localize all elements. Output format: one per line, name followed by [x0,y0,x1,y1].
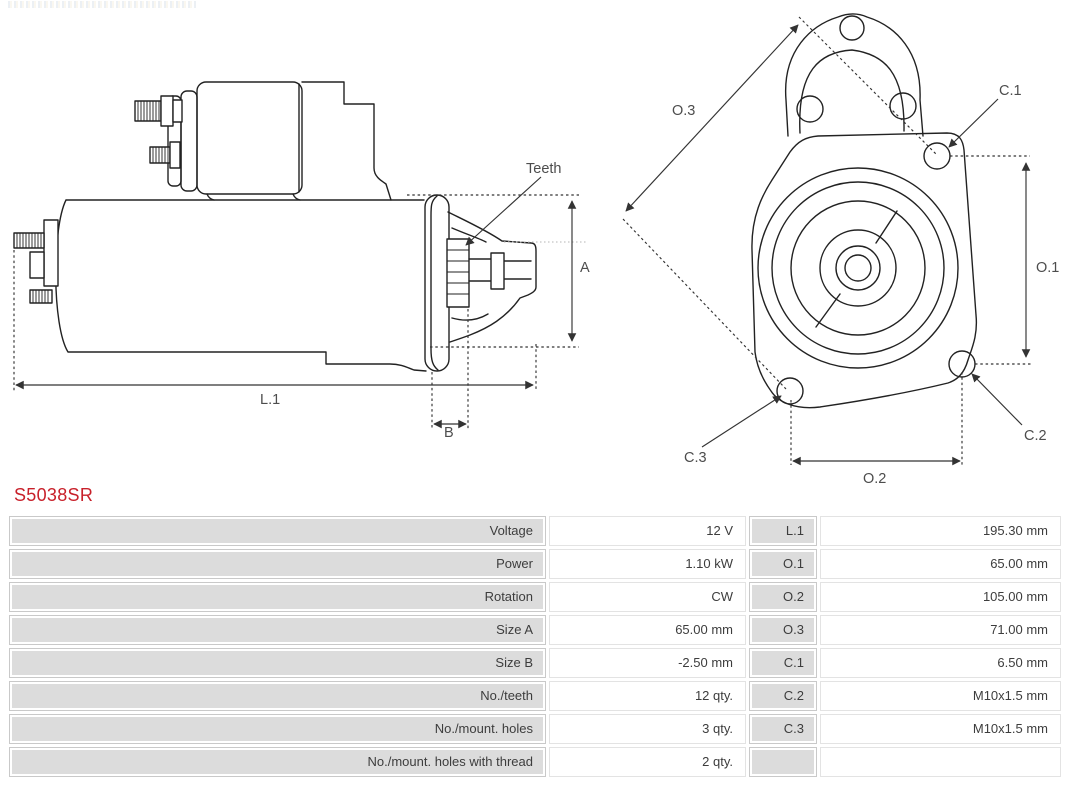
hub-spokes [816,211,897,327]
face-circle-outer [758,168,958,368]
face-circle-mid [772,182,944,354]
hub-circle-mid [836,246,880,290]
terminal-stud-short [30,290,52,303]
spec-value-cell: 12 qty. [549,681,746,711]
solenoid-body [197,82,302,194]
dim-label-o1: O.1 [1036,260,1060,276]
dim-label-b: B [444,425,454,441]
spec-table [9,516,1061,777]
spec-label-cell: Size B [9,648,546,678]
dim-label-c1: C.1 [999,83,1022,99]
side-view-dimensions [14,177,587,429]
pinion-teeth [447,239,469,307]
side-view-drawing [14,82,536,371]
solenoid-cap-ring-inner [181,91,197,191]
spec-code-cell [749,747,817,777]
motor-body [56,200,426,371]
spec-value-cell: CW [549,582,746,612]
spec-code-value-cell: 71.00 mm [820,615,1061,645]
shaft-collar [491,253,504,289]
hub-circle-outer [820,230,896,306]
bracket-top-hole [840,16,864,40]
mounting-flange [752,133,976,408]
terminal-stud-long [14,233,44,248]
spec-code-value-cell: M10x1.5 mm [820,714,1061,744]
spec-code-cell: L.1 [749,516,817,546]
terminal-plate [44,220,58,286]
teeth-leader-line [466,177,541,245]
c3-leader-line [702,396,781,447]
top-bracket [786,14,923,136]
spec-code-value-cell: 195.30 mm [820,516,1061,546]
spec-label-cell: No./teeth [9,681,546,711]
spec-label-cell: Rotation [9,582,546,612]
dim-label-c2: C.2 [1024,428,1047,444]
spec-value-cell: 1.10 kW [549,549,746,579]
spec-code-cell: O.3 [749,615,817,645]
hub-circle-inner [845,255,871,281]
spec-code-value-cell [820,747,1061,777]
spec-label-cell: Power [9,549,546,579]
mount-hole-c3 [777,378,803,404]
spec-value-cell: 3 qty. [549,714,746,744]
solenoid-stud-upper [135,96,182,126]
face-circle-inner [791,201,925,335]
spec-label-cell: No./mount. holes [9,714,546,744]
front-view-drawing [752,14,976,408]
spec-value-cell: -2.50 mm [549,648,746,678]
teeth-label: Teeth [526,161,562,177]
mount-hole-c1 [924,143,950,169]
dim-label-c3: C.3 [684,450,707,466]
bell-ring [425,195,449,371]
spec-code-value-cell: 65.00 mm [820,549,1061,579]
spec-code-value-cell: 105.00 mm [820,582,1061,612]
dim-label-o2: O.2 [863,471,887,487]
spec-code-value-cell: 6.50 mm [820,648,1061,678]
spec-label-cell: No./mount. holes with thread [9,747,546,777]
spec-code-cell: O.2 [749,582,817,612]
spec-code-value-cell: M10x1.5 mm [820,681,1061,711]
spec-code-cell: C.3 [749,714,817,744]
part-number: S5038SR [14,485,94,505]
spec-code-cell: O.1 [749,549,817,579]
spec-value-cell: 65.00 mm [549,615,746,645]
dim-line-o3 [626,25,798,211]
dim-label-a: A [580,260,590,276]
spec-label-cell: Size A [9,615,546,645]
dim-label-o3: O.3 [672,103,696,119]
spec-code-cell: C.2 [749,681,817,711]
spec-code-cell: C.1 [749,648,817,678]
spec-value-cell: 2 qty. [549,747,746,777]
terminal-nut [30,252,44,278]
spec-label-cell: Voltage [9,516,546,546]
c2-leader-line [972,374,1022,425]
dim-label-l1: L.1 [260,392,281,408]
c1-leader-line [949,99,998,147]
spec-value-cell: 12 V [549,516,746,546]
solenoid-stud-lower [150,142,180,168]
